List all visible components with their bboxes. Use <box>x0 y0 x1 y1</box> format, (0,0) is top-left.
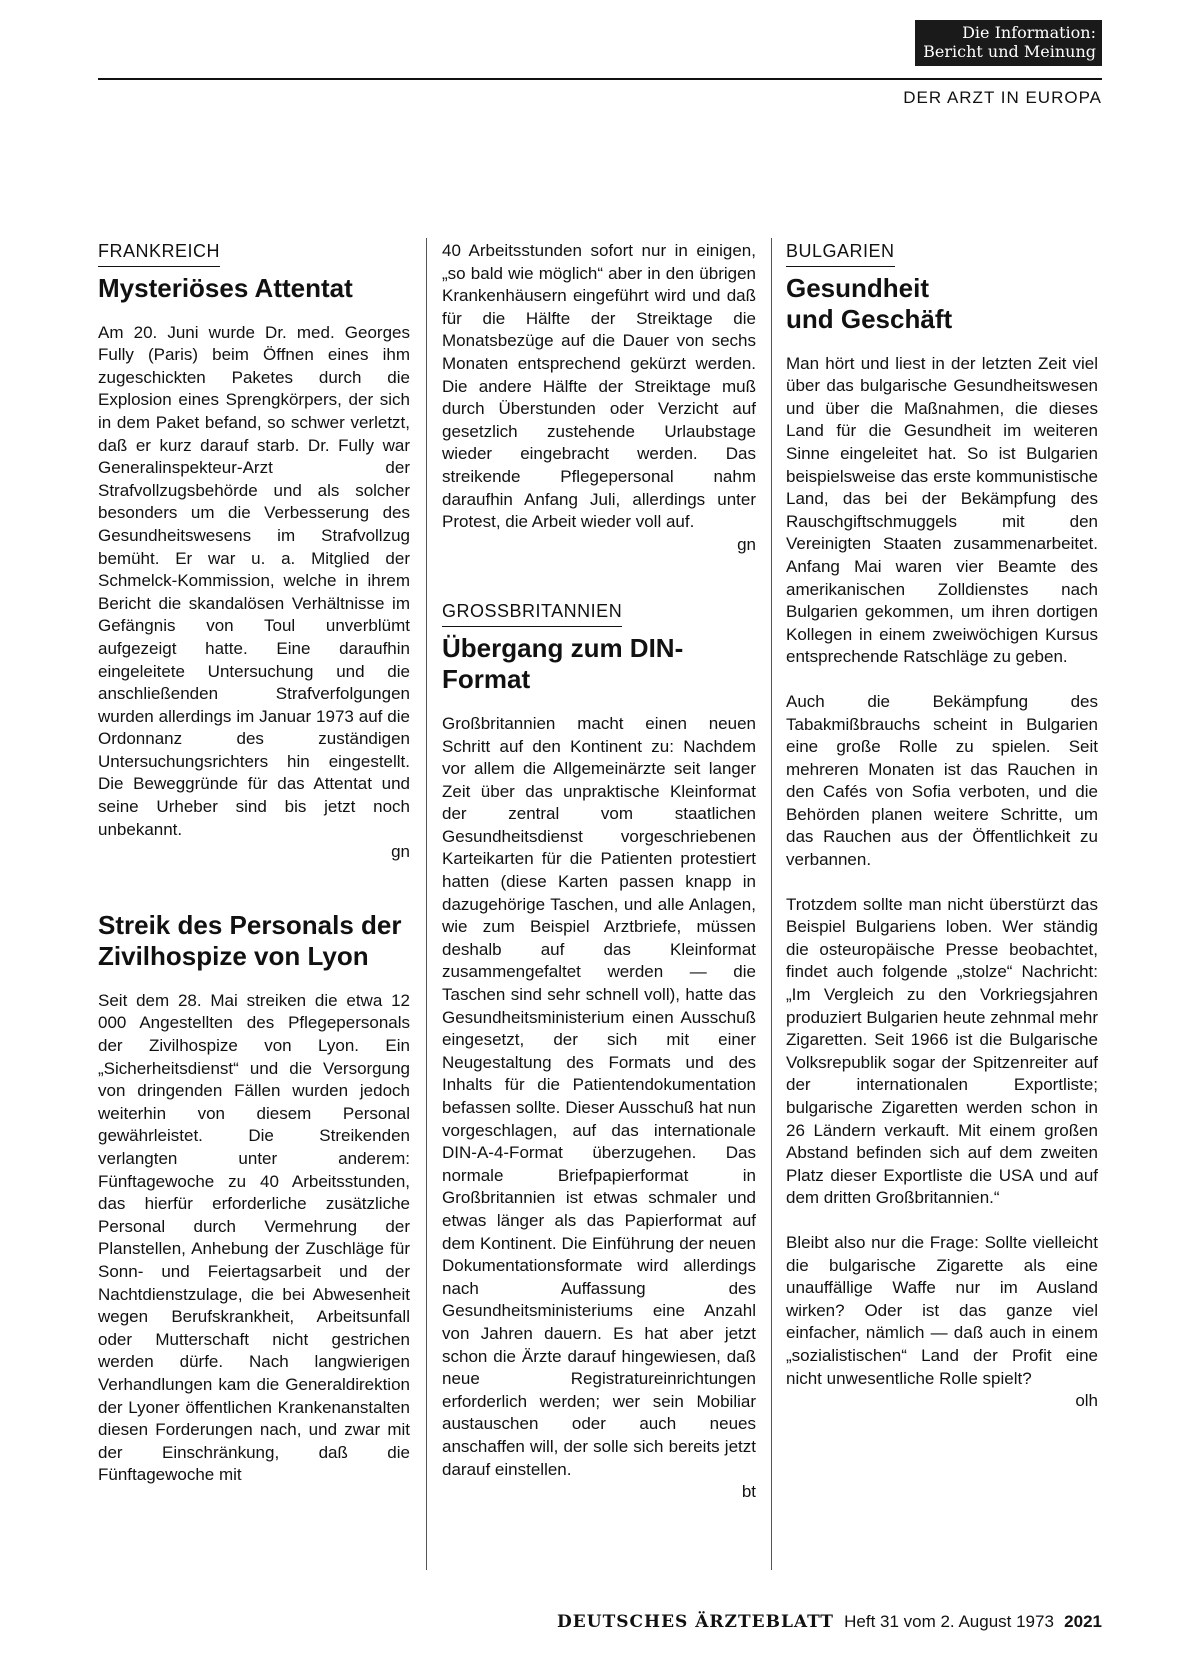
author-signature: gn <box>391 842 410 862</box>
kicker-bulgarien: BULGARIEN <box>786 240 895 267</box>
header-badge-line1: Die Information: <box>962 23 1096 42</box>
article-paragraph: Trotzdem sollte man nicht überstürzt das Beispiel Bulgariens loben. Wer ständig die osteuropäische Presse beobachtet, findet auch folgende „stolze“ Nachricht: „Im Vergleich zu den Vorkriegsjahren produziert Bulgarien heute zehnmal mehr Zigaretten. Seit 1966 ist die Bulgarische Volksrepublik sogar der Spitzenreiter auf der internationalen Exportliste; bulgarische Zigaretten werden schon in 26 Ländern verkauft. Mit einem großen Abstand befinden sich auf dem zweiten Platz dieser Exportliste die USA und auf dem dritten Großbritannien.“ <box>786 894 1098 1208</box>
kicker-grossbritannien: GROSSBRITANNIEN <box>442 600 622 627</box>
section-title: DER ARZT IN EUROPA <box>903 88 1102 107</box>
header-rule <box>98 78 1102 80</box>
page-footer <box>557 1612 1102 1632</box>
column-divider-1 <box>426 238 427 1570</box>
column-divider-2 <box>771 238 772 1570</box>
author-signature: olh <box>1075 1391 1098 1411</box>
author-signature: bt <box>741 1482 756 1502</box>
header-badge-line2: Bericht und Meinung <box>923 42 1096 61</box>
article-paragraph: Auch die Bekämpfung des Tabakmißbrauchs scheint in Bulgarien eine große Rolle zu spielen. Seit mehreren Monaten ist das Rauchen in den Cafés von Sofia verboten, und die Behörden planen weitere Schritte, um das Rauchen aus der Öffentlichkeit zu verbannen. <box>786 691 1098 870</box>
column-3 <box>786 240 1098 1413</box>
header-badge <box>915 20 1102 66</box>
column-2 <box>442 240 756 1504</box>
article-body-attentat: Am 20. Juni wurde Dr. med. Georges Fully (Paris) beim Öffnen eines ihm zugeschickten Paketes durch die Explosion eines Sprengkörpers, der sich in dem Paket befand, so schwer verletzt, daß er kurz darauf starb. Dr. Fully war Generalinspekteur-Arzt der Strafvollzugsbehörde und als solcher besonders um die Verbesserung des Gesundheitswesens im Strafvollzug bemüht. Er war u. a. Mitglied der Schmelck-Kommission, welche in ihrem Bericht die skandalösen Verhältnisse im Gefängnis von Toul unverblümt aufgezeigt hatte. Eine daraufhin eingeleitete Untersuchung und die anschließenden Strafverfolgungen wurden allerdings im Januar 1973 auf die Ordonnanz des zuständigen Untersuchungsrichters hin eingestellt. Die Beweggründe für das Attentat und seine Urheber sind bis jetzt noch unbekannt. <box>98 322 410 839</box>
kicker-frankreich: FRANKREICH <box>98 240 220 267</box>
article-body-din: Großbritannien macht einen neuen Schritt auf den Kontinent zu: Nachdem vor allem die Allgemeinärzte seit langer Zeit über das unpraktische Kleinformat der zentral vom staatlichen Gesundheitsdienst vorgeschriebenen Karteikarten für die Patienten protestiert hatten (diese Karten passen knapp in dazugehörige Taschen, und alle Anlagen, wie zum Beispiel Arztbriefe, müssen deshalb auf das Kleinformat zusammengefaltet werden — die Taschen sind sehr schnell voll), hatte das Gesundheitsministerium einen Ausschuß eingesetzt, der sich mit einer Neugestaltung des Formats und des Inhalts für die Patientendokumentation befassen sollte. Dieser Ausschuß hat nun vorgeschlagen, auf das internationale DIN-A-4-Format überzugehen. Das normale Briefpapierformat in Großbritannien ist etwas schmaler und etwas länger als das Papierformat auf dem Kontinent. Die Einführung der neuen Dokumentationsformate wird allerdings nach Auffassung des Gesundheitsministeriums eine Anzahl von Jahren dauern. Es hat aber jetzt schon die Ärzte darauf hingewiesen, daß neue Registratureinrichtungen erforderlich werden; wer sein Mobiliar austauschen oder auch neues anschaffen will, der solle sich bereits jetzt darauf einstellen. <box>442 713 756 1479</box>
article-title-din: Übergang zum DIN-Format <box>442 632 684 694</box>
article-title-bulgarien: Gesundheit und Geschäft <box>786 272 953 334</box>
column-1 <box>98 240 410 1487</box>
article-body-streik-continued: 40 Arbeitsstunden sofort nur in einigen, „so bald wie möglich“ aber in den übrigen Krankenhäusern eingeführt wird und daß für die Hälfte der Streiktage die Monatsbezüge auf die Dauer von sechs Monaten entsprechend gekürzt werden. Die andere Hälfte der Streiktage muß durch Überstunden oder Verzicht auf gesetzlich zustehende Urlaubstage wieder eingebracht werden. Das streikende Pflegepersonal nahm daraufhin Anfang Juli, allerdings unter Protest, die Arbeit wieder voll auf. <box>442 241 756 532</box>
article-title-streik: Streik des Personals der Zivilhospize von Lyon <box>98 909 402 971</box>
journal-name: DEUTSCHES ÄRZTEBLATT <box>557 1612 834 1632</box>
issue-info: Heft 31 vom 2. August 1973 <box>844 1612 1054 1631</box>
article-title-attentat: Mysteriöses Attentat <box>98 272 353 303</box>
article-paragraph: Man hört und liest in der letzten Zeit viel über das bulgarische Gesundheitswesen und über die Maßnahmen, die dieses Land für die Gesundheit im weiteren Sinne eingeleitet hat. So ist Bulgarien beispielsweise das erste kommunistische Land, das bei der Bekämpfung des Rauschgiftschmuggels mit den Vereinigten Staaten zusammenarbeitet. Anfang Mai waren vier Beamte des amerikanischen Zolldienstes nach Bulgarien gekommen, um ihren dortigen Kollegen in einem zweiwöchigen Kursus entsprechende Ratschläge zu geben. <box>786 353 1098 667</box>
article-body-streik: Seit dem 28. Mai streiken die etwa 12 000 Angestellten des Pflegepersonals der Zivilhospize von Lyon. Ein „Sicherheitsdienst“ und die Versorgung von dringenden Fällen wurden jedoch weiterhin von diesem Personal gewährleistet. Die Streikenden verlangten unter anderem: Fünftagewoche zu 40 Arbeitsstunden, das hierfür erforderliche zusätzliche Personal durch Vermehrung der Planstellen, Anhebung der Zuschläge für Sonn- und Feiertagsarbeit und der Nachtdienstzulage, die bei Abwesenheit wegen Berufskrankheit, Arbeitsunfall oder Mutterschaft nicht gestrichen werden dürfe. Nach langwierigen Verhandlungen kam die Generaldirektion der Lyoner öffentlichen Krankenanstalten diesen Forderungen nach, und zwar mit der Einschränkung, daß die Fünftagewoche mit <box>98 990 410 1485</box>
article-paragraph: Bleibt also nur die Frage: Sollte vielleicht die bulgarische Zigarette als eine unauffällige Waffe nur im Ausland wirken? Oder ist das ganze viel einfacher, nämlich — daß auch in einem „sozialistischen“ Land der Profit eine nicht unwesentliche Rolle spielt? <box>786 1232 1098 1388</box>
author-signature: gn <box>737 534 756 554</box>
page-number: 2021 <box>1064 1612 1102 1631</box>
